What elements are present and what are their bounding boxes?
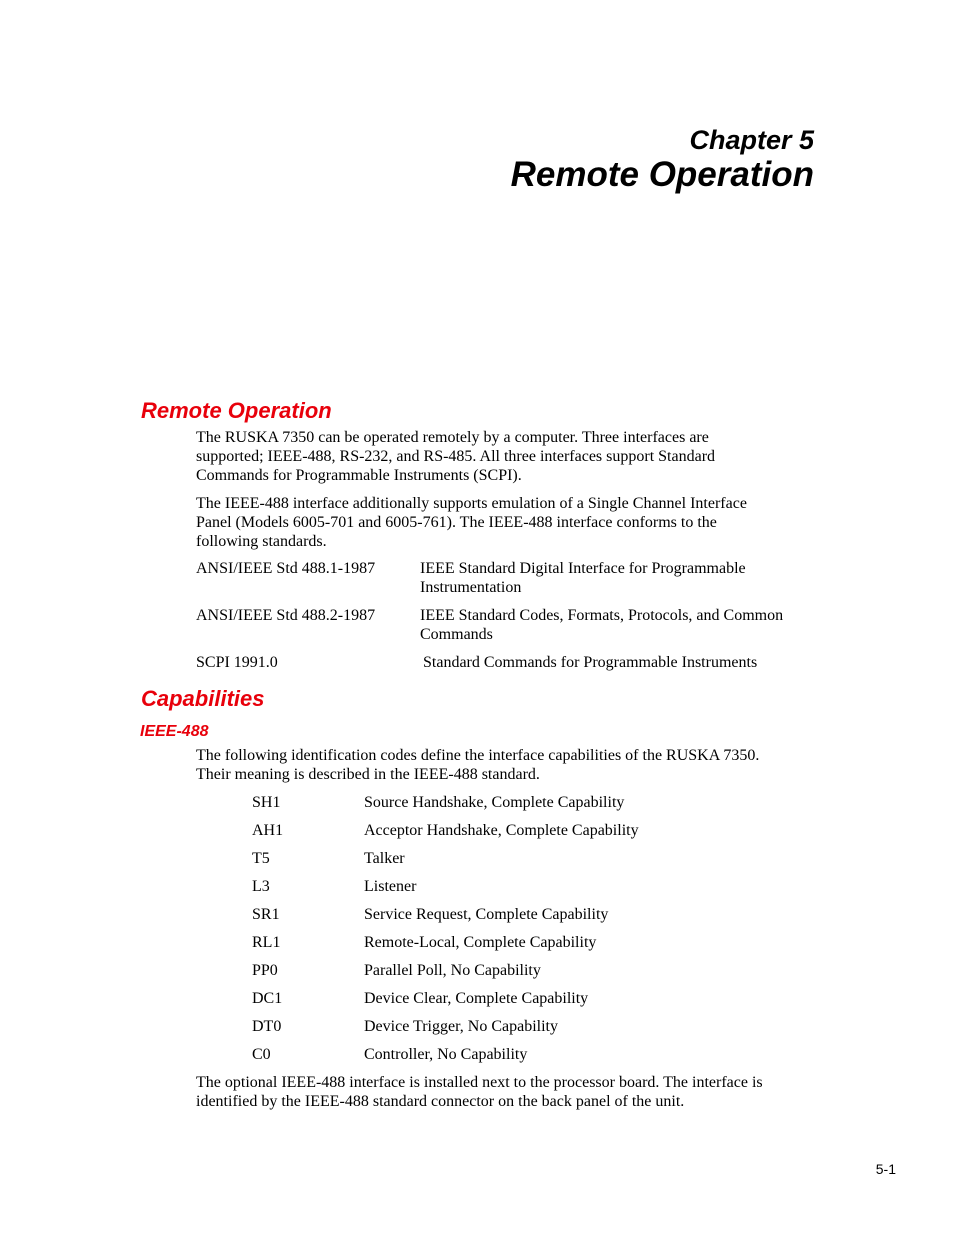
paragraph-line: following standards.	[196, 533, 327, 550]
capability-description: Talker	[364, 850, 405, 867]
paragraph-line: Commands for Programmable Instruments (SCPI).	[196, 467, 522, 484]
capability-code: AH1	[252, 822, 284, 839]
capability-description: Source Handshake, Complete Capability	[364, 794, 625, 811]
capability-code: DT0	[252, 1018, 282, 1035]
capability-description: Controller, No Capability	[364, 1046, 528, 1063]
standard-name: ANSI/IEEE Std 488.2-1987	[196, 607, 376, 624]
capability-code: SR1	[252, 906, 280, 923]
capability-description: Device Clear, Complete Capability	[364, 990, 589, 1007]
standard-description	[423, 653, 823, 672]
standard-description	[420, 606, 820, 644]
standard-description-line: Instrumentation	[420, 579, 522, 596]
subheading-ieee-488: IEEE-488	[140, 723, 209, 740]
capability-code: PP0	[252, 962, 278, 979]
paragraph-capabilities-intro	[196, 746, 816, 784]
paragraph-line: Panel (Models 6005-701 and 6005-761). The IEEE-488 interface conforms to the	[196, 514, 717, 531]
standard-name: SCPI 1991.0	[196, 654, 278, 671]
paragraph-intro	[196, 428, 816, 485]
paragraph-line: The IEEE-488 interface additionally supports emulation of a Single Channel Interface	[196, 495, 747, 512]
paragraph-ieee-emulation	[196, 494, 816, 551]
capability-description: Parallel Poll, No Capability	[364, 962, 541, 979]
standard-description	[420, 559, 820, 597]
paragraph-line: supported; IEEE-488, RS-232, and RS-485. All three interfaces support Standard	[196, 448, 716, 465]
capability-code: L3	[252, 878, 270, 895]
standard-name: ANSI/IEEE Std 488.1-1987	[196, 560, 376, 577]
paragraph-line: Their meaning is described in the IEEE-488 standard.	[196, 766, 540, 783]
capability-code: T5	[252, 850, 270, 867]
capability-code: C0	[252, 1046, 271, 1063]
section-heading-capabilities: Capabilities	[141, 686, 265, 711]
paragraph-line: The following identification codes define the interface capabilities of the RUSKA 7350.	[196, 747, 760, 764]
standard-description-line: IEEE Standard Digital Interface for Programmable	[420, 560, 746, 577]
capability-description: Acceptor Handshake, Complete Capability	[364, 822, 639, 839]
capability-code: RL1	[252, 934, 281, 951]
paragraph-line: The optional IEEE-488 interface is installed next to the processor board. The interface is	[196, 1074, 763, 1091]
paragraph-line: The RUSKA 7350 can be operated remotely by a computer. Three interfaces are	[196, 429, 709, 446]
capability-code: DC1	[252, 990, 283, 1007]
page-number: 5-1	[875, 1161, 896, 1177]
capability-description: Listener	[364, 878, 417, 895]
chapter-label: Chapter 5	[689, 125, 814, 155]
standard-description-line: Standard Commands for Programmable Instruments	[423, 654, 758, 671]
capability-code: SH1	[252, 794, 281, 811]
paragraph-closing	[196, 1073, 816, 1111]
capability-description: Device Trigger, No Capability	[364, 1018, 558, 1035]
capability-description: Remote-Local, Complete Capability	[364, 934, 597, 951]
section-heading-remote-operation: Remote Operation	[141, 398, 332, 423]
standard-description-line: IEEE Standard Codes, Formats, Protocols, and Common	[420, 607, 784, 624]
paragraph-line: identified by the IEEE-488 standard connector on the back panel of the unit.	[196, 1093, 685, 1110]
chapter-title: Remote Operation	[510, 155, 814, 194]
standard-description-line: Commands	[420, 626, 493, 643]
capability-description: Service Request, Complete Capability	[364, 906, 609, 923]
